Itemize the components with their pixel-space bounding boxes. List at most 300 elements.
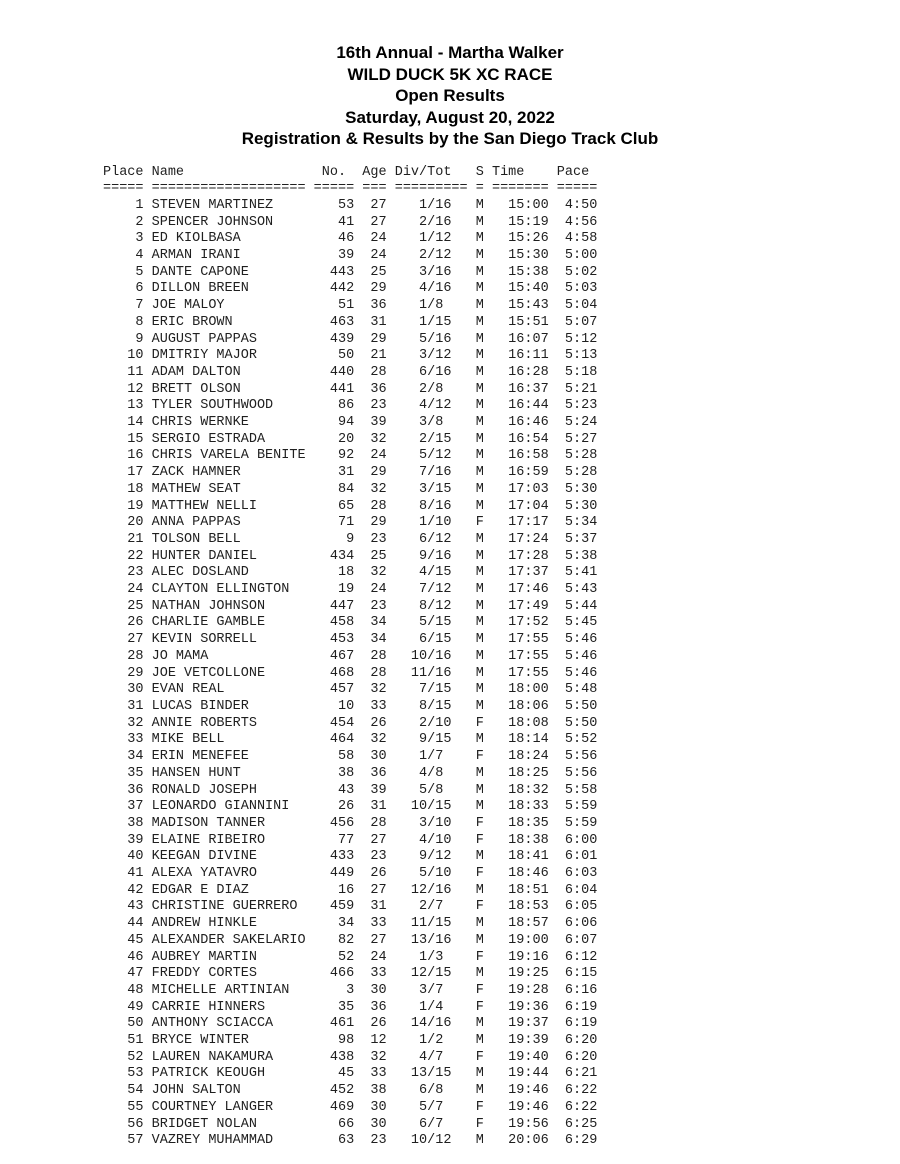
cell-age: 33	[362, 966, 387, 982]
cell-divtot: 3/10	[394, 815, 468, 831]
separator-age: ===	[362, 181, 387, 197]
cell-pace: 5:48	[556, 682, 598, 698]
result-row	[103, 699, 900, 716]
cell-name: CLAYTON ELLINGTON	[151, 582, 306, 598]
cell-age: 30	[362, 749, 387, 765]
cell-sex: M	[475, 849, 484, 865]
result-row	[103, 1050, 900, 1067]
cell-divtot: 2/10	[394, 715, 468, 731]
result-row	[103, 432, 900, 449]
cell-sex: M	[475, 1083, 484, 1099]
cell-sex: M	[475, 932, 484, 948]
cell-time: 18:00	[491, 682, 549, 698]
result-row	[103, 382, 900, 399]
cell-name: ADAM DALTON	[151, 364, 306, 380]
cell-no: 43	[313, 782, 355, 798]
cell-age: 23	[362, 1133, 387, 1149]
separator-place: =====	[103, 181, 144, 197]
cell-place: 16	[103, 448, 144, 464]
result-row	[103, 766, 900, 783]
cell-name: ELAINE RIBEIRO	[151, 832, 306, 848]
cell-name: ERIC BROWN	[151, 314, 306, 330]
cell-place: 36	[103, 782, 144, 798]
cell-pace: 6:29	[556, 1133, 598, 1149]
cell-name: HUNTER DANIEL	[151, 548, 306, 564]
cell-age: 23	[362, 598, 387, 614]
cell-divtot: 5/8	[394, 782, 468, 798]
result-row	[103, 499, 900, 516]
cell-place: 7	[103, 298, 144, 314]
cell-age: 24	[362, 231, 387, 247]
result-row	[103, 666, 900, 683]
result-row	[103, 716, 900, 733]
header-no: No.	[313, 164, 355, 180]
cell-pace: 6:22	[556, 1083, 598, 1099]
race-name-line: WILD DUCK 5K XC RACE	[347, 64, 553, 84]
cell-time: 17:46	[491, 582, 549, 598]
cell-pace: 6:01	[556, 849, 598, 865]
cell-place: 35	[103, 765, 144, 781]
cell-place: 45	[103, 932, 144, 948]
cell-divtot: 5/16	[394, 331, 468, 347]
cell-age: 24	[362, 248, 387, 264]
result-row	[103, 816, 900, 833]
cell-place: 21	[103, 531, 144, 547]
cell-divtot: 7/12	[394, 582, 468, 598]
cell-place: 48	[103, 982, 144, 998]
cell-divtot: 8/15	[394, 699, 468, 714]
cell-pace: 6:20	[556, 1033, 598, 1049]
cell-age: 32	[362, 565, 387, 581]
cell-time: 17:17	[491, 515, 549, 531]
cell-name: MATHEW SEAT	[151, 481, 306, 497]
cell-place: 34	[103, 749, 144, 765]
cell-sex: F	[475, 515, 484, 531]
result-row	[103, 749, 900, 766]
cell-age: 26	[362, 866, 387, 882]
cell-place: 14	[103, 415, 144, 431]
header-age: Age	[362, 164, 387, 180]
cell-place: 12	[103, 381, 144, 397]
cell-time: 18:25	[491, 765, 549, 781]
cell-no: 39	[313, 248, 355, 264]
cell-place: 37	[103, 799, 144, 815]
cell-pace: 6:07	[556, 932, 598, 948]
cell-place: 39	[103, 832, 144, 848]
cell-divtot: 3/12	[394, 348, 468, 364]
cell-no: 50	[313, 348, 355, 364]
cell-pace: 5:59	[556, 815, 598, 831]
cell-no: 98	[313, 1033, 355, 1049]
cell-no: 16	[313, 882, 355, 898]
result-row	[103, 1033, 900, 1050]
cell-sex: M	[475, 648, 484, 664]
cell-no: 18	[313, 565, 355, 581]
cell-time: 19:56	[491, 1116, 549, 1132]
cell-place: 33	[103, 732, 144, 748]
cell-name: NATHAN JOHNSON	[151, 598, 306, 614]
result-row	[103, 198, 900, 215]
cell-no: 438	[313, 1049, 355, 1065]
cell-age: 34	[362, 615, 387, 631]
cell-time: 15:00	[491, 197, 549, 213]
cell-sex: M	[475, 331, 484, 347]
result-row	[103, 482, 900, 499]
cell-time: 20:06	[491, 1133, 549, 1149]
cell-divtot: 4/15	[394, 565, 468, 581]
cell-place: 23	[103, 565, 144, 581]
cell-time: 19:36	[491, 999, 549, 1015]
separator-divtot: =========	[394, 181, 468, 197]
cell-divtot: 3/7	[394, 982, 468, 998]
cell-name: LEONARDO GIANNINI	[151, 799, 306, 815]
cell-divtot: 10/16	[394, 648, 468, 664]
cell-name: SERGIO ESTRADA	[151, 431, 306, 447]
cell-time: 17:55	[491, 665, 549, 681]
cell-place: 51	[103, 1033, 144, 1049]
header-sex: S	[475, 164, 484, 180]
cell-time: 18:53	[491, 899, 549, 915]
cell-name: TYLER SOUTHWOOD	[151, 398, 306, 414]
cell-place: 46	[103, 949, 144, 965]
cell-time: 17:52	[491, 615, 549, 631]
cell-place: 2	[103, 214, 144, 230]
cell-name: ANDREW HINKLE	[151, 916, 306, 932]
cell-sex: M	[475, 448, 484, 464]
separator-time: =======	[491, 181, 549, 197]
cell-time: 15:40	[491, 281, 549, 297]
cell-age: 34	[362, 632, 387, 648]
result-row	[103, 1000, 900, 1017]
cell-sex: M	[475, 214, 484, 230]
cell-divtot: 10/12	[394, 1133, 468, 1149]
cell-name: ERIN MENEFEE	[151, 749, 306, 765]
cell-time: 17:55	[491, 632, 549, 648]
cell-time: 16:59	[491, 465, 549, 481]
cell-time: 19:37	[491, 1016, 549, 1032]
cell-pace: 6:20	[556, 1049, 598, 1065]
cell-pace: 5:59	[556, 799, 598, 815]
cell-divtot: 2/7	[394, 899, 468, 915]
cell-time: 18:14	[491, 732, 549, 748]
cell-pace: 5:30	[556, 498, 598, 514]
race-date-line: Saturday, August 20, 2022	[345, 107, 555, 127]
result-row	[103, 916, 900, 933]
cell-age: 32	[362, 431, 387, 447]
cell-age: 36	[362, 999, 387, 1015]
cell-pace: 5:46	[556, 648, 598, 664]
cell-divtot: 6/16	[394, 364, 468, 380]
separator-no: =====	[313, 181, 355, 197]
cell-time: 17:55	[491, 648, 549, 664]
cell-pace: 4:56	[556, 214, 598, 230]
cell-divtot: 3/8	[394, 415, 468, 431]
cell-sex: M	[475, 799, 484, 815]
cell-name: DILLON BREEN	[151, 281, 306, 297]
cell-divtot: 1/10	[394, 515, 468, 531]
cell-divtot: 2/16	[394, 214, 468, 230]
cell-sex: M	[475, 732, 484, 748]
cell-name: SPENCER JOHNSON	[151, 214, 306, 230]
cell-sex: M	[475, 531, 484, 547]
cell-time: 16:07	[491, 331, 549, 347]
cell-sex: F	[475, 715, 484, 731]
cell-sex: M	[475, 248, 484, 264]
cell-divtot: 11/15	[394, 916, 468, 932]
cell-time: 18:06	[491, 699, 549, 714]
result-row	[103, 883, 900, 900]
cell-age: 29	[362, 515, 387, 531]
cell-name: ARMAN IRANI	[151, 248, 306, 264]
cell-name: LAUREN NAKAMURA	[151, 1049, 306, 1065]
cell-pace: 6:25	[556, 1116, 598, 1132]
cell-age: 27	[362, 197, 387, 213]
cell-age: 28	[362, 648, 387, 664]
cell-no: 71	[313, 515, 355, 531]
cell-sex: M	[475, 1133, 484, 1149]
header-divtot: Div/Tot	[394, 164, 468, 180]
cell-no: 35	[313, 999, 355, 1015]
cell-pace: 5:50	[556, 699, 598, 714]
cell-place: 50	[103, 1016, 144, 1032]
result-row	[103, 448, 900, 465]
result-row	[103, 281, 900, 298]
cell-place: 44	[103, 916, 144, 932]
cell-pace: 5:28	[556, 448, 598, 464]
cell-time: 18:57	[491, 916, 549, 932]
cell-pace: 6:21	[556, 1066, 598, 1082]
cell-time: 16:11	[491, 348, 549, 364]
cell-time: 19:28	[491, 982, 549, 998]
cell-sex: M	[475, 398, 484, 414]
cell-name: LUCAS BINDER	[151, 699, 306, 714]
cell-name: KEVIN SORRELL	[151, 632, 306, 648]
result-row	[103, 332, 900, 349]
cell-name: STEVEN MARTINEZ	[151, 197, 306, 213]
result-row	[103, 632, 900, 649]
cell-pace: 5:56	[556, 749, 598, 765]
cell-place: 26	[103, 615, 144, 631]
cell-place: 52	[103, 1049, 144, 1065]
cell-place: 27	[103, 632, 144, 648]
header-pace: Pace	[556, 164, 598, 180]
cell-no: 464	[313, 732, 355, 748]
cell-divtot: 4/7	[394, 1049, 468, 1065]
cell-divtot: 2/12	[394, 248, 468, 264]
cell-time: 18:46	[491, 866, 549, 882]
cell-divtot: 6/12	[394, 531, 468, 547]
cell-sex: M	[475, 298, 484, 314]
results-separator-row	[103, 181, 900, 198]
result-row	[103, 1083, 900, 1100]
cell-time: 17:28	[491, 548, 549, 564]
cell-place: 47	[103, 966, 144, 982]
cell-sex: M	[475, 916, 484, 932]
cell-divtot: 14/16	[394, 1016, 468, 1032]
cell-sex: M	[475, 632, 484, 648]
cell-sex: M	[475, 765, 484, 781]
cell-age: 32	[362, 1049, 387, 1065]
cell-sex: M	[475, 264, 484, 280]
cell-name: AUGUST PAPPAS	[151, 331, 306, 347]
cell-time: 18:33	[491, 799, 549, 815]
cell-sex: M	[475, 197, 484, 213]
cell-place: 56	[103, 1116, 144, 1132]
cell-no: 458	[313, 615, 355, 631]
cell-divtot: 4/16	[394, 281, 468, 297]
result-row	[103, 950, 900, 967]
cell-sex: M	[475, 415, 484, 431]
cell-name: ANNA PAPPAS	[151, 515, 306, 531]
cell-name: BRETT OLSON	[151, 381, 306, 397]
cell-no: 41	[313, 214, 355, 230]
cell-pace: 5:28	[556, 465, 598, 481]
cell-no: 84	[313, 481, 355, 497]
cell-time: 16:37	[491, 381, 549, 397]
cell-name: EVAN REAL	[151, 682, 306, 698]
cell-sex: M	[475, 281, 484, 297]
cell-divtot: 9/15	[394, 732, 468, 748]
header-name: Name	[151, 164, 306, 180]
cell-age: 24	[362, 448, 387, 464]
cell-pace: 5:18	[556, 364, 598, 380]
cell-sex: M	[475, 665, 484, 681]
cell-divtot: 6/15	[394, 632, 468, 648]
cell-divtot: 11/16	[394, 665, 468, 681]
cell-pace: 6:15	[556, 966, 598, 982]
cell-pace: 5:46	[556, 665, 598, 681]
cell-place: 20	[103, 515, 144, 531]
cell-sex: M	[475, 548, 484, 564]
cell-sex: F	[475, 1099, 484, 1115]
cell-age: 23	[362, 531, 387, 547]
cell-age: 28	[362, 364, 387, 380]
result-row	[103, 849, 900, 866]
cell-name: JOE VETCOLLONE	[151, 665, 306, 681]
results-header-row	[103, 165, 900, 182]
cell-time: 16:28	[491, 364, 549, 380]
result-row	[103, 348, 900, 365]
cell-name: TOLSON BELL	[151, 531, 306, 547]
cell-place: 40	[103, 849, 144, 865]
cell-age: 36	[362, 298, 387, 314]
cell-name: JOE MALOY	[151, 298, 306, 314]
cell-name: BRYCE WINTER	[151, 1033, 306, 1049]
cell-time: 18:32	[491, 782, 549, 798]
cell-divtot: 7/16	[394, 465, 468, 481]
cell-sex: F	[475, 899, 484, 915]
cell-sex: F	[475, 866, 484, 882]
result-row	[103, 732, 900, 749]
cell-no: 66	[313, 1116, 355, 1132]
cell-no: 31	[313, 465, 355, 481]
cell-name: RONALD JOSEPH	[151, 782, 306, 798]
cell-place: 1	[103, 197, 144, 213]
cell-place: 57	[103, 1133, 144, 1149]
cell-divtot: 6/8	[394, 1083, 468, 1099]
cell-pace: 6:12	[556, 949, 598, 965]
cell-pace: 5:30	[556, 481, 598, 497]
cell-no: 19	[313, 582, 355, 598]
cell-pace: 4:50	[556, 197, 598, 213]
separator-sex: =	[475, 181, 484, 197]
cell-no: 63	[313, 1133, 355, 1149]
cell-sex: F	[475, 999, 484, 1015]
cell-name: ALEXANDER SAKELARIO	[151, 932, 306, 948]
cell-age: 30	[362, 1116, 387, 1132]
cell-pace: 5:23	[556, 398, 598, 414]
cell-place: 13	[103, 398, 144, 414]
cell-age: 33	[362, 916, 387, 932]
cell-time: 16:46	[491, 415, 549, 431]
cell-time: 18:24	[491, 749, 549, 765]
cell-no: 433	[313, 849, 355, 865]
cell-name: MIKE BELL	[151, 732, 306, 748]
cell-pace: 6:19	[556, 999, 598, 1015]
event-title-line: 16th Annual - Martha Walker	[336, 43, 564, 62]
cell-place: 54	[103, 1083, 144, 1099]
cell-time: 19:25	[491, 966, 549, 982]
cell-place: 24	[103, 582, 144, 598]
result-row	[103, 933, 900, 950]
cell-sex: F	[475, 949, 484, 965]
cell-no: 469	[313, 1099, 355, 1115]
result-row	[103, 565, 900, 582]
cell-pace: 5:12	[556, 331, 598, 347]
cell-name: MATTHEW NELLI	[151, 498, 306, 514]
cell-divtot: 2/8	[394, 381, 468, 397]
result-row	[103, 248, 900, 265]
cell-time: 19:00	[491, 932, 549, 948]
cell-age: 31	[362, 799, 387, 815]
result-row	[103, 866, 900, 883]
header-place: Place	[103, 164, 144, 180]
cell-time: 15:38	[491, 264, 549, 280]
result-row	[103, 298, 900, 315]
cell-sex: F	[475, 1049, 484, 1065]
cell-pace: 5:50	[556, 715, 598, 731]
cell-name: CHRIS WERNKE	[151, 415, 306, 431]
cell-place: 41	[103, 866, 144, 882]
cell-no: 463	[313, 314, 355, 330]
cell-divtot: 1/16	[394, 197, 468, 213]
cell-no: 466	[313, 966, 355, 982]
cell-sex: M	[475, 381, 484, 397]
cell-pace: 5:03	[556, 281, 598, 297]
cell-place: 31	[103, 699, 144, 714]
cell-age: 26	[362, 715, 387, 731]
cell-divtot: 1/15	[394, 314, 468, 330]
cell-divtot: 3/15	[394, 481, 468, 497]
cell-no: 77	[313, 832, 355, 848]
cell-pace: 5:38	[556, 548, 598, 564]
cell-age: 24	[362, 949, 387, 965]
cell-sex: M	[475, 782, 484, 798]
cell-time: 18:08	[491, 715, 549, 731]
cell-pace: 5:00	[556, 248, 598, 264]
cell-name: JO MAMA	[151, 648, 306, 664]
cell-no: 53	[313, 197, 355, 213]
cell-no: 58	[313, 749, 355, 765]
cell-sex: M	[475, 231, 484, 247]
cell-no: 456	[313, 815, 355, 831]
cell-no: 441	[313, 381, 355, 397]
cell-pace: 6:03	[556, 866, 598, 882]
cell-place: 18	[103, 481, 144, 497]
cell-name: ALEXA YATAVRO	[151, 866, 306, 882]
cell-age: 32	[362, 732, 387, 748]
cell-no: 468	[313, 665, 355, 681]
